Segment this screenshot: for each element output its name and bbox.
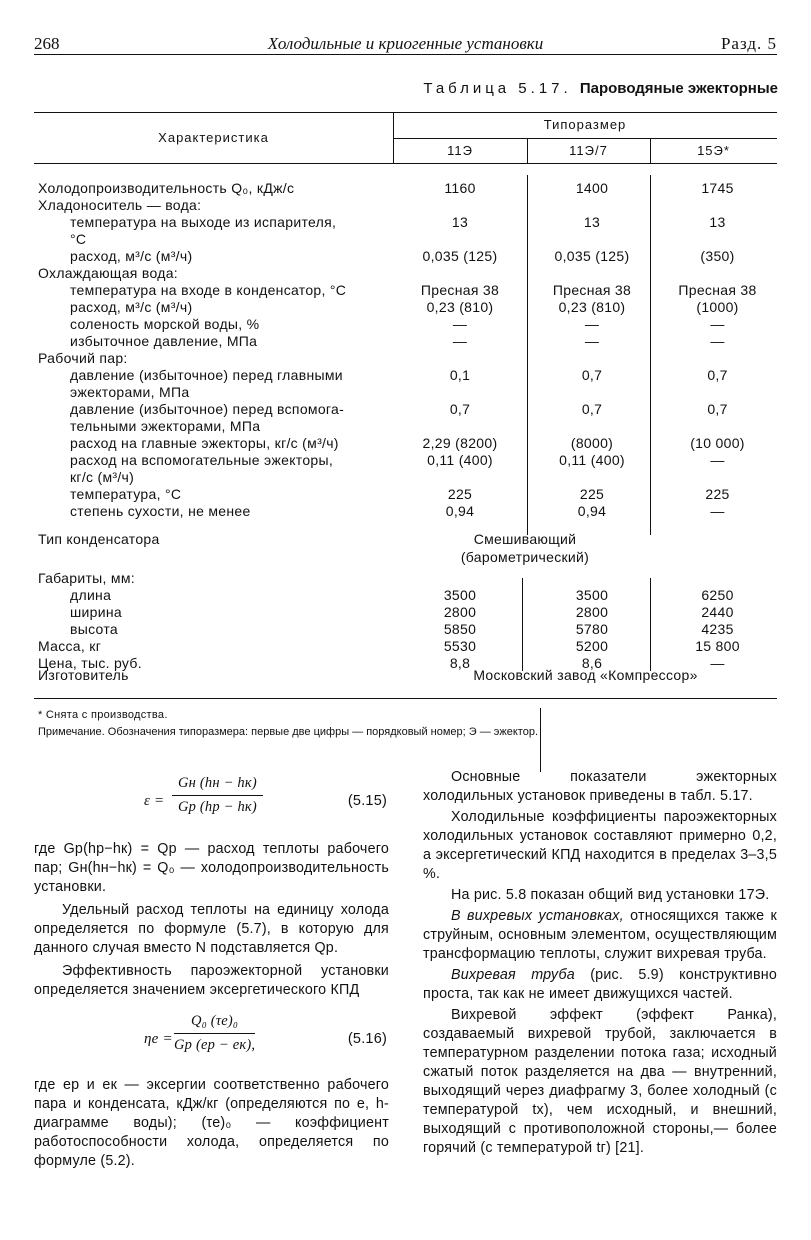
table-header-type-2: 11Э/7 — [569, 143, 608, 158]
table-row — [38, 452, 778, 469]
table-row — [38, 435, 778, 452]
table-cell-2: 1400 — [575, 180, 609, 196]
table-row-condenser-2 — [38, 549, 778, 566]
table-cell-3: 2440 — [701, 604, 734, 620]
right-paragraph-4 — [423, 907, 777, 964]
table-row-condenser — [38, 531, 778, 548]
table-row — [38, 367, 778, 384]
right-p5-italic: Вихревая труба — [451, 967, 575, 983]
eq-515-lhs: ε = — [144, 793, 165, 809]
table-cell-1: 0,1 — [449, 367, 471, 383]
table-row — [38, 621, 778, 638]
table-row-label: Рабочий пар: — [38, 350, 128, 366]
table-row-label: давление (избыточное) перед вспомога- — [70, 401, 345, 417]
table-row-label: Масса, кг — [38, 638, 102, 654]
table-row-label: расход на вспомогательные эжекторы, — [70, 452, 334, 468]
table-cell-1: 2,29 (8200) — [422, 435, 498, 451]
eq-515-denominator: Gр (hр − hк) — [177, 799, 257, 815]
table-header-type-3: 15Э* — [697, 143, 730, 158]
table-cell-1: 5850 — [443, 621, 477, 637]
page-header — [34, 34, 777, 55]
table-note: Примечание. Обозначения типоразмера: первые две цифры — порядковый номер; Э — эжектор. — [38, 726, 539, 738]
table-row-maker — [38, 667, 778, 684]
table-row — [38, 638, 778, 655]
table-top-rule — [34, 112, 777, 113]
table-cell-3: 1745 — [701, 180, 734, 196]
eq-516-denominator: Gр (eр − eк), — [174, 1037, 256, 1053]
table-cell-1: 13 — [451, 214, 469, 230]
table-cell-3: (1000) — [696, 299, 739, 315]
table-cell-3: Пресная 38 — [678, 282, 757, 298]
table-header-type-1: 11Э — [447, 143, 473, 158]
right-paragraph-3: На рис. 5.8 показан общий вид установки 17Э. — [451, 887, 770, 903]
table-cell-3: — — [710, 316, 725, 332]
left-paragraph-4: где eр и eк — эксергии соответственно рабочего пара и конденсата, кДж/кг (определяются по e, h-диаграмме воды); (τe)₀ — коэффициент работоспособности холода, определяется по формуле (5.2). — [34, 1077, 389, 1169]
table-row-label: температура на выходе из испарителя, — [70, 214, 337, 230]
eq-515-number: (5.15) — [347, 793, 387, 809]
table-row-label: Цена, тыс. руб. — [38, 655, 142, 671]
eq-515-numerator: Gн (hн − hк) — [172, 774, 263, 796]
right-p5-rest: (рис. 5.9) конструктивно проста, так как не имеет движущихся частей. — [423, 967, 777, 1002]
table-row-label: расход, м³/с (м³/ч) — [70, 299, 193, 315]
table-row-label: избыточное давление, МПа — [70, 333, 258, 349]
table-cell-1: 3500 — [443, 587, 477, 603]
table-row — [38, 350, 778, 367]
table-header-characteristic: Характеристика — [158, 130, 269, 145]
table-row — [38, 282, 778, 299]
maker-value: Московский завод «Компрессор» — [473, 667, 698, 683]
table-cell-2: 0,94 — [577, 503, 607, 519]
table-row — [38, 231, 778, 248]
table-cell-2: — — [584, 316, 600, 332]
table-cell-1: 0,035 (125) — [422, 248, 498, 264]
table-cell-3: 4235 — [701, 621, 734, 637]
table-body-2 — [38, 570, 778, 672]
table-row — [38, 486, 778, 503]
table-row — [38, 587, 778, 604]
table-cell-1: Пресная 38 — [420, 282, 500, 298]
table-row-label: Охлаждающая вода: — [38, 265, 178, 281]
right-paragraph-2: Холодильные коэффициенты пароэжекторных холодильных установок составляют примерно 0,2, а эксергетический КПД находится в пределах 3–3,5 %. — [423, 809, 777, 882]
left-paragraph-3: Эффективность пароэжекторной установки определяется значением эксергетического КПД — [34, 963, 389, 998]
condenser-label: Тип конденсатора — [38, 531, 160, 547]
table-row-label: Холодопроизводительность Q₀, кДж/с — [38, 180, 295, 196]
table-cell-2: 0,7 — [581, 401, 603, 417]
table-cell-1: — — [452, 316, 468, 332]
pointer-line — [540, 708, 541, 772]
table-row-label: температура, °С — [70, 486, 182, 502]
section-label: Разд. 5 — [720, 34, 777, 53]
table-bottom-rule — [34, 698, 777, 699]
table-cell-1: 0,7 — [449, 401, 471, 417]
table-row-label: °С — [70, 231, 87, 247]
table-cell-3: — — [710, 333, 725, 349]
table-cell-2: 3500 — [575, 587, 609, 603]
table-cell-2: 0,11 (400) — [559, 452, 625, 468]
table-cell-2: 8,6 — [581, 655, 603, 671]
table-row — [38, 265, 778, 282]
table-cell-3: 6250 — [701, 587, 734, 603]
right-paragraph-1: Основные показатели эжекторных холодильных установок приведены в табл. 5.17. — [423, 769, 777, 804]
right-column — [423, 768, 777, 1158]
eq-516-number: (5.16) — [347, 1031, 387, 1047]
right-p4-rest: относящихся также к струйным, основным элементом, осуществляющим трансформацию теплоты, служит вихревая труба. — [423, 908, 777, 962]
table-row-label: тельными эжекторами, МПа — [70, 418, 261, 434]
page-number: 268 — [34, 34, 60, 53]
condenser-value-line1: Смешивающий — [473, 531, 577, 547]
table-cell-2: 5200 — [575, 638, 609, 654]
table-cell-2: 0,035 (125) — [554, 248, 630, 264]
table-row — [38, 197, 778, 214]
table-caption-prefix: Таблица 5.17. — [423, 80, 572, 97]
table-row-label: ширина — [70, 604, 122, 620]
table-cell-2: 5780 — [575, 621, 609, 637]
table-cell-2: Пресная 38 — [552, 282, 632, 298]
table-row-label: длина — [70, 587, 112, 603]
table-cell-3: (350) — [700, 248, 735, 264]
eq-516-lhs: ηe = — [144, 1031, 173, 1047]
table-row — [38, 248, 778, 265]
table-row-label: Хладоноситель — вода: — [38, 197, 202, 213]
table-cell-2: (8000) — [570, 435, 614, 451]
table-cell-2: — — [584, 333, 600, 349]
table-cell-2: 2800 — [575, 604, 609, 620]
right-paragraph-6: Вихревой эффект (эффект Ранка), создаваемый вихревой трубой, заключается в температурном разделении потока газа; исходный сжатый поток разделяется на два — внутренний, выходящий через диафрагму 3, более холодный (с температурой tx), чем исходный, и внешний, выходящий с противоположной стороны,— более горячий (с температурой tг) [21]. — [423, 1007, 777, 1156]
table-cell-3: 225 — [705, 486, 730, 502]
table-header-rule — [34, 163, 777, 164]
table-row — [38, 180, 778, 197]
table-cell-1: 0,11 (400) — [427, 452, 493, 468]
eq-515-fraction — [172, 774, 263, 817]
table-row — [38, 333, 778, 350]
table-cell-3: 0,7 — [707, 401, 728, 417]
table-cell-3: (10 000) — [690, 435, 745, 451]
table-row — [38, 469, 778, 486]
table-cell-2: 225 — [579, 486, 605, 502]
table-row-label: степень сухости, не менее — [70, 503, 251, 519]
table-cell-1: 225 — [447, 486, 473, 502]
table-row-label: эжекторами, МПа — [70, 384, 190, 400]
table-row — [38, 299, 778, 316]
table-row — [38, 214, 778, 231]
table-row-label: высота — [70, 621, 118, 637]
table-row — [38, 570, 778, 587]
equation-5-16 — [34, 1000, 389, 1076]
left-paragraph-2: Удельный расход теплоты на единицу холода определяется по формуле (5.7), в которую для данного случая вместо N подставляется Qр. — [34, 902, 389, 956]
table-cell-1: 8,8 — [449, 655, 471, 671]
eq-516-numerator: Q₀ (τe)₀ — [174, 1012, 255, 1034]
table-cell-3: — — [710, 503, 725, 519]
table-caption-title: Пароводяные эжекторные — [579, 80, 778, 97]
table-notes — [38, 707, 538, 741]
table-row — [38, 604, 778, 621]
table-cell-2: 13 — [583, 214, 601, 230]
table-cell-1: 5530 — [443, 638, 477, 654]
table-cell-1: 0,94 — [445, 503, 475, 519]
maker-label: Изготовитель — [38, 667, 129, 683]
table-cell-1: 1160 — [444, 180, 476, 196]
table-cell-1: 0,23 (810) — [426, 299, 494, 315]
table-header-group: Типоразмер — [543, 117, 627, 132]
table-cell-3: — — [710, 655, 725, 671]
table-cell-2: 0,23 (810) — [558, 299, 626, 315]
equation-5-15 — [34, 768, 389, 840]
table-row-label: кг/с (м³/ч) — [70, 469, 135, 485]
table-cell-1: 2800 — [443, 604, 477, 620]
table-row-label: температура на входе в конденсатор, °С — [70, 282, 347, 298]
left-column — [34, 768, 389, 1171]
table-subheader-rule — [393, 138, 777, 139]
table-cell-3: 13 — [709, 214, 726, 230]
left-paragraph-1: где Gр(hр−hк) = Qр — расход теплоты рабочего пар; Gн(hн−hк) = Q₀ — холодопроизводительность установки. — [34, 841, 389, 895]
table-row-label: расход на главные эжекторы, кг/с (м³/ч) — [70, 435, 339, 451]
table-cell-2: 0,7 — [581, 367, 603, 383]
right-paragraph-5 — [423, 966, 777, 1004]
table-cell-1: — — [452, 333, 468, 349]
table-row — [38, 418, 778, 435]
table-row-label: Габариты, мм: — [38, 570, 135, 586]
table-row — [38, 316, 778, 333]
table-row — [38, 384, 778, 401]
table-row — [38, 503, 778, 520]
running-title: Холодильные и криогенные установки — [267, 34, 544, 53]
eq-516-fraction — [174, 1012, 255, 1055]
condenser-value-line2: (барометрический) — [460, 549, 590, 565]
table-row — [38, 401, 778, 418]
table-cell-3: 15 800 — [695, 638, 740, 654]
table-cell-3: 0,7 — [707, 367, 728, 383]
table-cell-3: — — [710, 452, 725, 468]
table-row-label: расход, м³/с (м³/ч) — [70, 248, 193, 264]
right-p4-italic: В вихревых установках, — [451, 908, 624, 924]
table-body — [38, 180, 778, 520]
table-footnote: * Снята с производства. — [38, 709, 168, 721]
table-row-label: давление (избыточное) перед главными — [70, 367, 343, 383]
table-caption — [423, 80, 778, 97]
table-row-label: соленость морской воды, % — [70, 316, 260, 332]
